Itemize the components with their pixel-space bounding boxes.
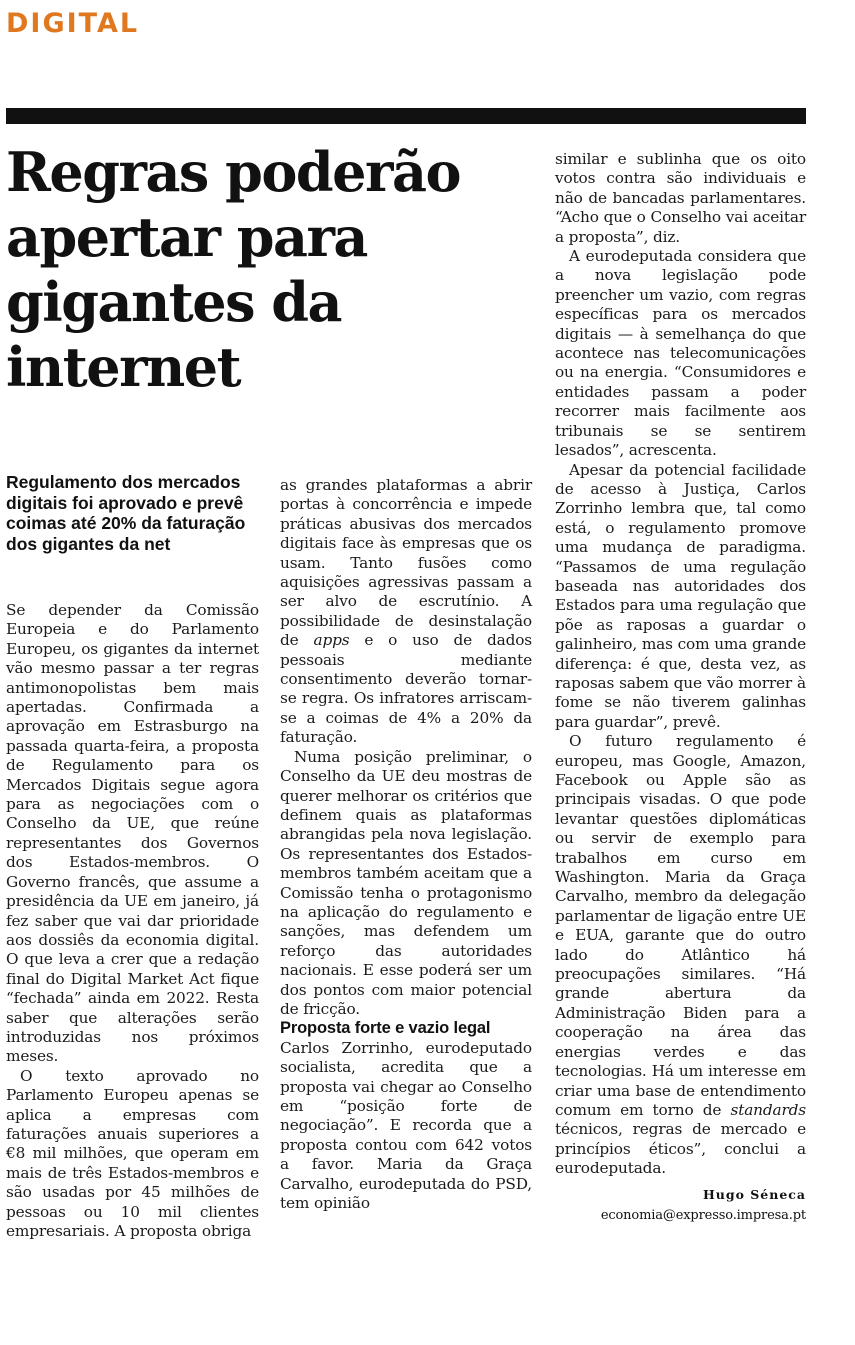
paragraph: O texto aprovado no Parlamento Europeu apenas se aplica a empresas com faturações anuais superiores a €8 mil milhões, que operam em mais de três Estados-membros e são usadas por 45 milhões de pessoas ou 10 mil clientes empresariais. A proposta obriga xyxy=(6,1066,259,1240)
text-span: O futuro regulamento é europeu, mas Google, Amazon, Facebook ou Apple são as principais visadas. O que pode levantar questões diplomáticas ou servir de exemplo para trabalhos em curso em Washington. Maria da Graça Carvalho, membro da delegação parlamentar de ligação entre UE e EUA, garante que do outro lado do Atlântico há preocupações similares. “Há grande abertura da Administração Biden para a cooperação na área das energias verdes e das tecnologias. Há um interesse em criar uma base de entendimento comum em torno de xyxy=(555,732,806,1119)
text-span: as grandes plataformas a abrir portas à concorrência e impede práticas abusivas dos mercados digitais face às empresas que os usam. Tanto fusões como aquisições agressivas passam a ser alvo de escrutínio. A possibilidade de desinstalação de xyxy=(280,476,532,650)
paragraph: Numa posição preliminar, o Conselho da UE deu mostras de querer melhorar os critérios que definem quais as plataformas abrangidas pela nova legislação. Os representantes dos Estados-membros também aceitam que a Comissão tenha o protagonismo na aplicação do regulamento e sanções, mas defendem um reforço das autoridades nacionais. E esse poderá ser um dos pontos com maior potencial de fricção. xyxy=(280,747,532,1018)
top-rule xyxy=(6,108,806,124)
paragraph: A eurodeputada considera que a nova legislação pode preencher um vazio, com regras específicas para os mercados digitais — à semelhança do que acontece nas telecomunicações ou na energia. “Consumidores e entidades passam a poder recorrer mais facilmente aos tribunais se se sentirem lesados”, acrescenta. xyxy=(555,247,806,460)
text-span: e o uso de dados pessoais mediante consentimento deverão tornar-se regra. Os infratores arriscam-se a coimas de 4% a 20% da faturação. xyxy=(280,631,532,747)
paragraph: Se depender da Comissão Europeia e do Parlamento Europeu, os gigantes da internet vão mesmo passar a ter regras antimonopolistas bem mais apertadas. Confirmada a aprovação em Estrasburgo na passada quarta-feira, a proposta de Regulamento para os Mercados Digitais segue agora para as negociações com o Conselho da UE, que reúne representantes dos Governos dos Estados-membros. O Governo francês, que assume a presidência da UE em janeiro, já fez saber que vai dar prioridade aos dossiês da economia digital. O que leva a crer que a redação final do Digital Market Act fique “fechada” ainda em 2022. Resta saber que alterações serão introduzidas nos próximos meses. xyxy=(6,601,259,1066)
paragraph xyxy=(555,732,806,1178)
author-email: economia@expresso.impresa.pt xyxy=(600,1207,806,1223)
paragraph: similar e sublinha que os oito votos contra são individuais e não de bancadas parlamentares. “Acho que o Conselho vai aceitar a proposta”, diz. xyxy=(555,150,806,246)
column-3 xyxy=(555,150,806,1225)
paragraph xyxy=(280,476,532,748)
headline: Regras poderão apertar para gigantes da internet xyxy=(6,140,460,399)
column-1 xyxy=(6,601,259,1241)
paragraph: Carlos Zorrinho, eurodeputado socialista, acredita que a proposta vai chegar ao Conselho em “posição forte de negociação”. E recorda que a proposta contou com 642 votos a favor. Maria da Graça Carvalho, eurodeputada do PSD, tem opinião xyxy=(280,1038,532,1213)
column-2 xyxy=(280,476,532,1213)
italic-term: apps xyxy=(313,631,350,650)
lede: Regulamento dos mercados digitais foi aprovado e prevê coimas até 20% da faturação dos gigantes da net xyxy=(6,472,246,554)
section-label: DIGITAL xyxy=(6,8,140,39)
italic-term: standards xyxy=(730,1100,806,1119)
author-byline: Hugo Séneca xyxy=(702,1186,806,1202)
text-span: técnicos, regras de mercado e princípios éticos”, conclui a eurodeputada. xyxy=(555,1120,806,1178)
subheading: Proposta forte e vazio legal xyxy=(280,1019,491,1038)
paragraph: Apesar da potencial facilidade de acesso à Justiça, Carlos Zorrinho lembra que, tal como está, o regulamento promove uma mudança de paradigma. “Passamos de uma regulação baseada nas autoridades dos Estados para uma regulação que põe as raposas a guardar o galinheiro, mas com uma grande diferença: é que, desta vez, as raposas sabem que vão morrer à fome se não tiverem galinhas para guardar”, prevê. xyxy=(555,460,806,731)
